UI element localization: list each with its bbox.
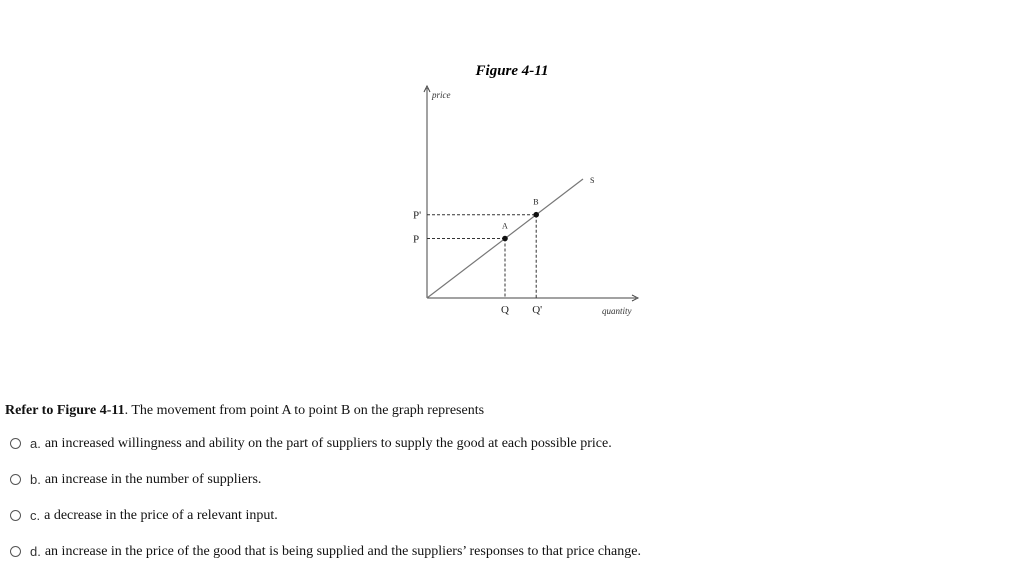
supply-chart	[413, 86, 638, 316]
option-a-text: an increased willingness and ability on the part of suppliers to supply the good at each possible price.	[44, 436, 612, 451]
answer-options	[10, 436, 641, 580]
option-b-text: an increase in the number of suppliers.	[44, 472, 262, 487]
option-c[interactable]	[10, 508, 641, 544]
radio-button-a[interactable]	[10, 438, 21, 449]
point-b-label: B	[533, 197, 539, 207]
point-a-label: A	[502, 221, 508, 231]
option-c-letter: c.	[30, 508, 41, 523]
price-label-b: P'	[413, 209, 422, 222]
option-d-letter: d.	[30, 544, 41, 559]
question-reference: Refer to Figure 4-11	[5, 403, 125, 418]
point-a	[502, 236, 508, 242]
point-b	[533, 212, 539, 218]
radio-button-b[interactable]	[10, 474, 21, 485]
figure-title: Figure 4-11	[475, 63, 549, 79]
y-axis-label: price	[432, 90, 451, 100]
price-label-a: P	[413, 233, 420, 246]
x-axis-label: quantity	[602, 306, 632, 316]
option-b-letter: b.	[30, 472, 41, 487]
option-c-text: a decrease in the price of a relevant input.	[44, 508, 278, 523]
radio-button-d[interactable]	[10, 546, 21, 557]
option-d-text: an increase in the price of the good that is being supplied and the suppliers’ responses to that price change.	[44, 544, 641, 559]
radio-button-c[interactable]	[10, 510, 21, 521]
quantity-label-a: Q	[501, 304, 509, 316]
option-a[interactable]	[10, 436, 641, 472]
option-d[interactable]	[10, 544, 641, 580]
option-a-letter: a.	[30, 436, 41, 451]
option-b[interactable]	[10, 472, 641, 508]
question-body: . The movement from point A to point B on the graph represents	[124, 403, 485, 418]
supply-curve-label: S	[590, 176, 595, 185]
quantity-label-b: Q'	[532, 304, 543, 316]
question-text	[5, 402, 484, 420]
